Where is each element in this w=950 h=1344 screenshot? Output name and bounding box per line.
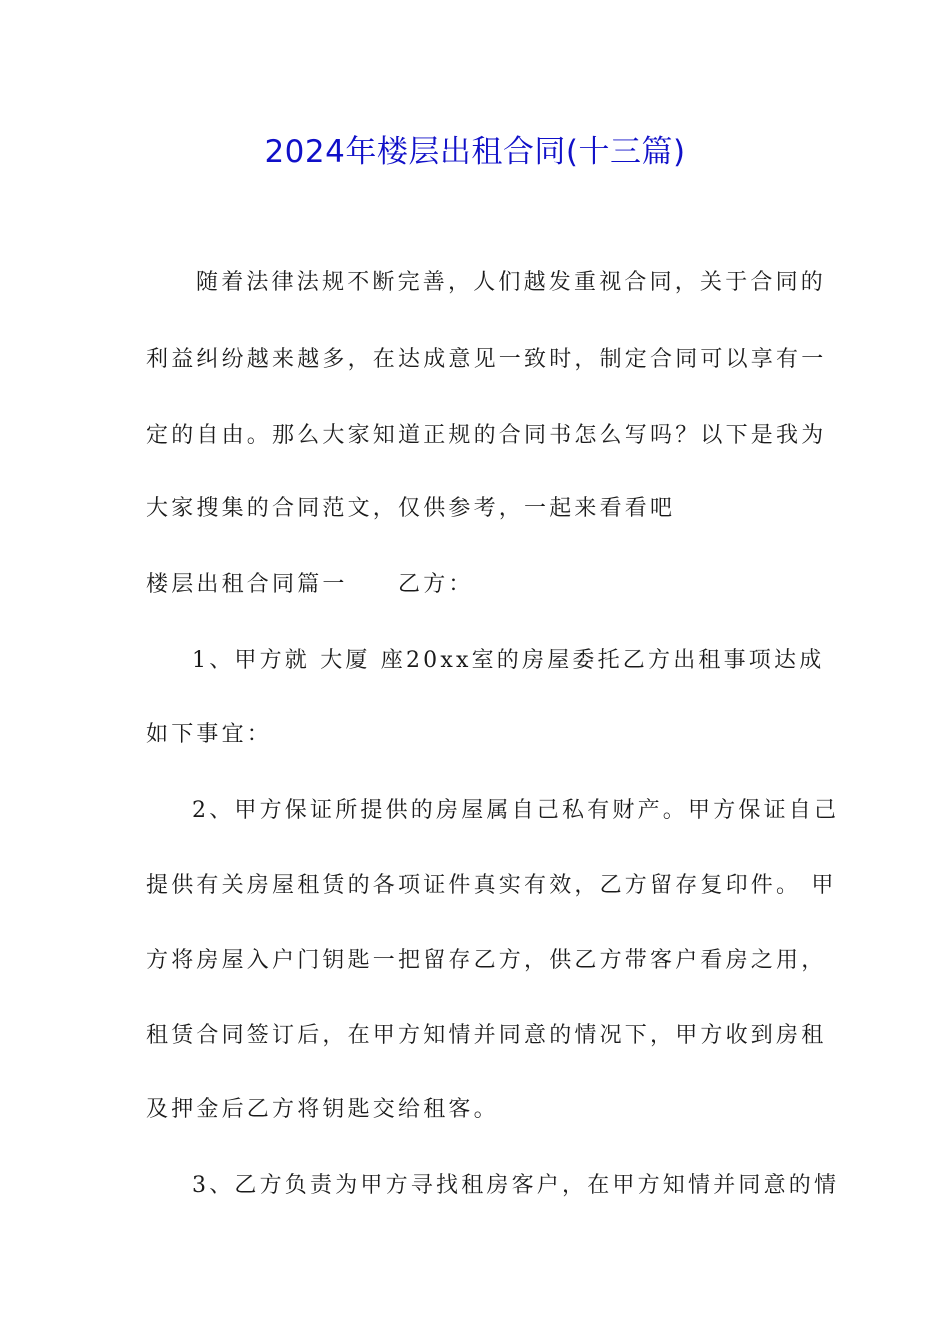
paragraph-line: 1、甲方就 大厦 座20xx室的房屋委托乙方出租事项达成 [192, 648, 825, 673]
section-heading-line: 楼层出租合同篇一 乙方： [146, 572, 474, 597]
paragraph-line: 租赁合同签订后，在甲方知情并同意的情况下，甲方收到房租 [146, 1023, 827, 1048]
paragraph-line: 大家搜集的合同范文，仅供参考，一起来看看吧 [146, 496, 676, 521]
document-title: 2024年楼层出租合同(十三篇) [264, 134, 686, 170]
paragraph-line: 2、甲方保证所提供的房屋属自己私有财产。甲方保证自己 [192, 798, 840, 823]
paragraph-line: 随着法律法规不断完善，人们越发重视合同，关于合同的 [196, 270, 827, 295]
paragraph-line: 定的自由。那么大家知道正规的合同书怎么写吗？以下是我为 [146, 423, 827, 448]
paragraph-line: 如下事宜： [146, 722, 273, 747]
paragraph-line: 利益纠纷越来越多，在达成意见一致时，制定合同可以享有一 [146, 347, 827, 372]
paragraph-line: 3、乙方负责为甲方寻找租房客户，在甲方知情并同意的情 [192, 1173, 840, 1198]
paragraph-line: 方将房屋入户门钥匙一把留存乙方，供乙方带客户看房之用， [146, 948, 827, 973]
paragraph-line: 提供有关房屋租赁的各项证件真实有效，乙方留存复印件。 甲 [146, 873, 837, 898]
paragraph-line: 及押金后乙方将钥匙交给租客。 [146, 1097, 499, 1122]
